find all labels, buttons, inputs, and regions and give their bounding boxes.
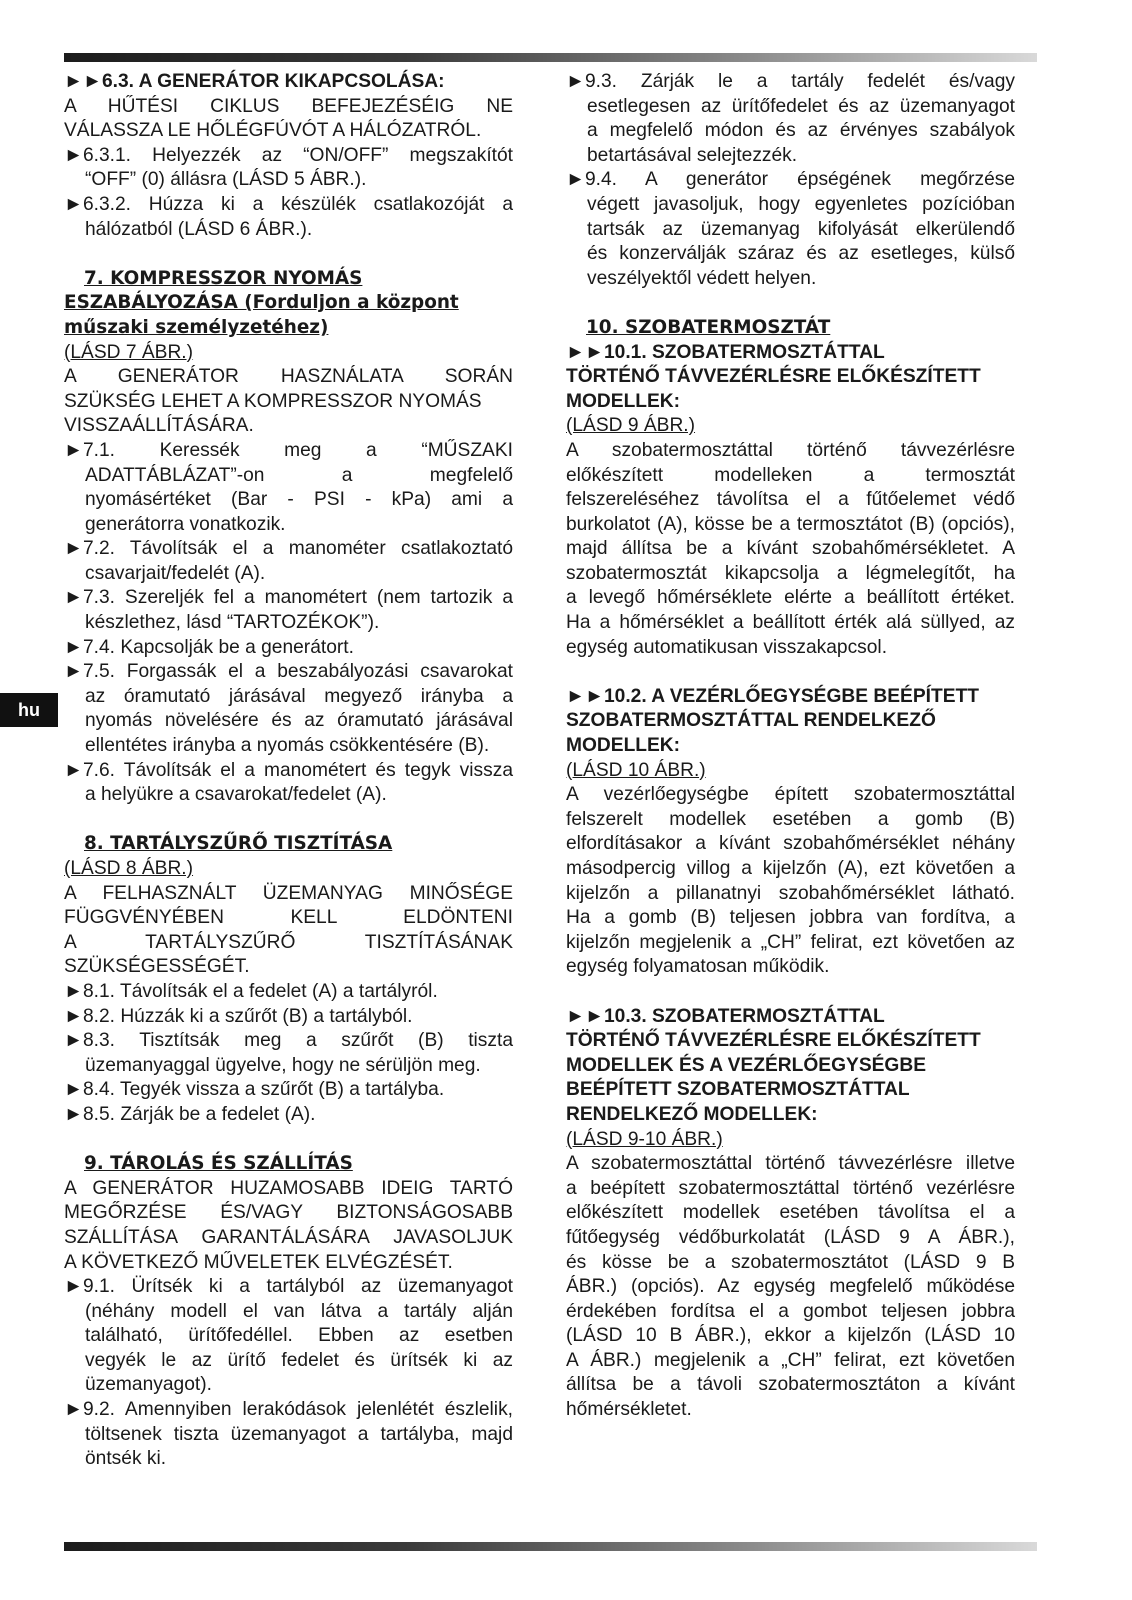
right-column (566, 70, 1015, 1423)
text-line: A HŰTÉSI CIKLUS BEFEJEZÉSÉIG NE (64, 95, 513, 117)
section-heading: 8. TARTÁLYSZŰRŐ TISZTÍTÁSA (84, 833, 393, 855)
text-line: burkolatot (A), kösse be a termosztátot (B) (opciós), (566, 513, 1015, 535)
text-line: ÁBR.) (opciós). Az egység megfelelő működése (566, 1276, 1015, 1298)
subsection-heading: MODELLEK: (566, 390, 681, 412)
text-line: kijelzőn megjelenik a „CH” felirat, ezt követően az (566, 931, 1015, 953)
subsection-heading: SZOBATERMOSZTÁTTAL RENDELKEZŐ (566, 710, 936, 732)
text-line: VÁLASSZA LE HŐLÉGFÚVÓT A HÁLÓZATRÓL. (64, 120, 482, 142)
subsection-heading: ►►6.3. A GENERÁTOR KIKAPCSOLÁSA: (64, 71, 445, 92)
spacer (64, 242, 513, 267)
text-line: Ha a hőmérséklet a beállított érték alá süllyed, az (566, 612, 1015, 634)
subsection-heading: TÖRTÉNŐ TÁVVEZÉRLÉSRE ELŐKÉSZÍTETT (566, 1030, 981, 1052)
subsection-heading: BEÉPÍTETT SZOBATERMOSZTÁTTAL (566, 1079, 910, 1101)
left-column (64, 70, 513, 1472)
figure-reference: (LÁSD 9-10 ÁBR.) (566, 1128, 723, 1150)
spacer (64, 1128, 513, 1153)
text-line: elfordításakor a kívánt szobahőmérséklet néhány (566, 833, 1015, 855)
text-line: ►8.2. Húzzák ki a szűrőt (B) a tartályból. (64, 1005, 413, 1027)
text-line: ►7.2. Távolítsák el a manométer csatlakoztató (64, 538, 513, 560)
text-line: ►7.5. Forgassák el a beszabályozási csavarokat (64, 661, 513, 683)
text-line: ►7.4. Kapcsolják be a generátort. (64, 636, 354, 658)
text-line: esetlegesen az ürítőfedelet és az üzemanyagot (587, 95, 1015, 117)
text-line: ►7.1. Keressék meg a “MŰSZAKI (64, 439, 513, 461)
text-line: tartsák az üzemanyag kifolyását elkerülendő (587, 218, 1015, 240)
text-line: A szobatermosztáttal történő távvezérlésre (566, 439, 1015, 461)
text-line: Ha a gomb (B) teljesen jobbra van fordítva, a (566, 907, 1015, 929)
text-line: szobatermosztát kikapcsolja a légmelegítőt, ha (566, 562, 1015, 584)
text-line: (néhány modell el van látva a tartály alján (85, 1300, 513, 1322)
figure-reference: (LÁSD 7 ÁBR.) (64, 341, 194, 363)
subsection-heading: RENDELKEZŐ MODELLEK: (566, 1103, 818, 1125)
text-line: található, ürítőfedéllel. Ebben az esetben (85, 1325, 513, 1347)
text-line: és kösse be a szobatermosztátot (LÁSD 9 B (566, 1251, 1015, 1273)
text-line: a megfelelő módon és az érvényes szabályok (587, 120, 1015, 142)
text-line: öntsék ki. (85, 1448, 167, 1470)
text-line: nyomásértéket (Bar - PSI - kPa) ami a (85, 489, 513, 511)
text-line: MEGŐRZÉSE ÉS/VAGY BIZTONSÁGOSABB (64, 1202, 513, 1224)
text-line: az óramutató járásával megyező irányba a (85, 685, 513, 707)
top-rule (64, 53, 1037, 62)
text-line: felszereléséhez távolítsa el a fűtőelemet védő (566, 489, 1015, 511)
figure-reference: (LÁSD 8 ÁBR.) (64, 858, 194, 879)
text-line: a levegő hőmérséklete elérte a beállított értéket. (566, 587, 1015, 609)
text-line: SZÁLLÍTÁSA GARANTÁLÁSÁRA JAVASOLJUK (64, 1226, 513, 1248)
text-line: hálózatból (LÁSD 6 ÁBR.). (85, 218, 313, 240)
text-line: készlethez, lásd “TARTOZÉKOK”). (85, 612, 380, 634)
text-line: és konzerválják száraz és az esetleges, külső (587, 243, 1015, 265)
text-line: majd állítsa be a kívánt szobahőmérsékletet. A (566, 538, 1015, 560)
text-line: ►8.3. Tisztítsák meg a szűrőt (B) tiszta (64, 1030, 513, 1052)
spacer (566, 980, 1015, 1005)
figure-reference: (LÁSD 10 ÁBR.) (566, 759, 706, 781)
text-line: SZÜKSÉG LEHET A KOMPRESSZOR NYOMÁS (64, 390, 482, 412)
text-line: előkészített modellek esetében távolítsa el a (566, 1202, 1015, 1224)
text-line: előkészített modelleken a termosztát (566, 464, 1015, 486)
subsection-heading: ►►10.2. A VEZÉRLŐEGYSÉGBE BEÉPÍTETT (566, 685, 979, 707)
subsection-heading: MODELLEK: (566, 735, 681, 757)
text-line: (LÁSD 10 B ÁBR.), ekkor a kijelzőn (LÁSD 10 (566, 1325, 1015, 1347)
text-line: A FELHASZNÁLT ÜZEMANYAG MINŐSÉGE (64, 882, 513, 904)
text-line: a helyükre a csavarokat/fedelet (A). (85, 784, 387, 806)
text-line: egység automatikusan visszakapcsol. (566, 636, 888, 658)
text-line: generátorra vonatkozik. (85, 513, 286, 535)
text-line: A KÖVETKEZŐ MŰVELETEK ELVÉGZÉSÉT. (64, 1251, 453, 1273)
text-line: A ÁBR.) megjelenik a „CH” felirat, ezt követően (566, 1349, 1015, 1371)
text-line: hőmérsékletet. (566, 1399, 692, 1421)
text-line: ►9.1. Ürítsék ki a tartályból az üzemanyagot (64, 1276, 513, 1298)
bottom-rule (64, 1542, 1037, 1551)
section-heading: ESZABÁLYOZÁSA (Forduljon a központ (64, 292, 459, 314)
text-line: A GENERÁTOR HASZNÁLATA SORÁN (64, 366, 513, 388)
subsection-heading: ►►10.3. SZOBATERMOSZTÁTTAL (566, 1005, 885, 1027)
text-line: A vezérlőegységbe épített szobatermosztáttal (566, 784, 1015, 806)
text-line: VISSZAÁLLÍTÁSÁRA. (64, 415, 254, 437)
text-line: ►7.6. Távolítsák el a manométert és tegyk vissza (64, 759, 513, 781)
text-line: másodpercig villog a kijelzőn (A), ezt követően a (566, 858, 1015, 879)
text-line: állítsa be a távoli szobatermosztáton a kívánt (566, 1374, 1015, 1396)
section-heading: műszaki személyzetéhez) (64, 316, 329, 338)
text-line: nyomás növelésére és az óramutató járásával (85, 710, 513, 732)
text-line: üzemanyagot). (85, 1374, 212, 1396)
section-heading: 9. TÁROLÁS ÉS SZÁLLÍTÁS (84, 1153, 353, 1175)
text-line: felszerelt modellek esetében a gomb (B) (566, 808, 1015, 830)
text-line: veszélyektől védett helyen. (587, 267, 817, 289)
text-line: érdekében fordítsa el a gombot teljesen jobbra (566, 1300, 1015, 1322)
spacer (64, 808, 513, 833)
text-line: “OFF” (0) állásra (LÁSD 5 ÁBR.). (85, 169, 367, 191)
text-line: ►8.5. Zárják be a fedelet (A). (64, 1103, 316, 1125)
subsection-heading: MODELLEK ÉS A VEZÉRLŐEGYSÉGBE (566, 1054, 926, 1076)
text-line: ►6.3.2. Húzza ki a készülék csatlakozóját a (64, 193, 513, 215)
text-line: betartásával selejtezzék. (587, 144, 798, 166)
text-line: töltsenek tiszta üzemanyagot a tartályba, majd (85, 1423, 513, 1445)
language-tab: hu (0, 693, 58, 727)
text-line: ►9.2. Amennyiben lerakódások jelenlétét észlelik, (64, 1399, 513, 1421)
text-line: végett javasoljuk, hogy egyenletes pozícióban (587, 193, 1015, 215)
text-line: ►9.4. A generátor épségének megőrzése (566, 169, 1015, 191)
figure-reference: (LÁSD 9 ÁBR.) (566, 415, 696, 437)
text-line: FÜGGVÉNYÉBEN KELL ELDÖNTENI (64, 907, 513, 929)
text-line: üzemanyaggal ügyelve, hogy ne sérüljön meg. (85, 1054, 481, 1076)
text-line: kijelzőn a pillanatnyi szobahőmérséklet látható. (566, 882, 1015, 904)
text-line: egység folyamatosan működik. (566, 956, 830, 978)
text-line: ►7.3. Szereljék fel a manométert (nem tartozik a (64, 587, 513, 609)
text-line: csavarjait/fedelét (A). (85, 562, 266, 584)
text-line: fűtőegység védőburkolatát (LÁSD 9 A ÁBR.), (566, 1226, 1015, 1248)
subsection-heading: ►►10.1. SZOBATERMOSZTÁTTAL (566, 341, 885, 363)
text-line: ►9.3. Zárják le a tartály fedelét és/vagy (566, 71, 1015, 92)
text-line: A TARTÁLYSZŰRŐ TISZTÍTÁSÁNAK (64, 931, 513, 953)
spacer (566, 291, 1015, 316)
subsection-heading: TÖRTÉNŐ TÁVVEZÉRLÉSRE ELŐKÉSZÍTETT (566, 366, 981, 388)
text-line: vegyék le az ürítő fedelet és ürítsék ki az (85, 1349, 513, 1371)
text-line: ADATTÁBLÁZAT”-on a megfelelő (85, 464, 513, 486)
section-heading: 10. SZOBATERMOSZTÁT (586, 316, 831, 338)
text-line: A GENERÁTOR HUZAMOSABB IDEIG TARTÓ (64, 1177, 513, 1199)
text-line: ►6.3.1. Helyezzék az “ON/OFF” megszakítót (64, 144, 513, 166)
text-line: ►8.4. Tegyék vissza a szűrőt (B) a tartályba. (64, 1079, 445, 1101)
text-line: a beépített szobatermosztáttal történő vezérlésre (566, 1177, 1015, 1199)
spacer (566, 660, 1015, 685)
text-line: SZÜKSÉGESSÉGÉT. (64, 956, 250, 978)
text-line: ellentétes irányba a nyomás csökkentésére (B). (85, 735, 490, 757)
text-line: ►8.1. Távolítsák el a fedelet (A) a tartályról. (64, 980, 438, 1002)
text-line: A szobatermosztáttal történő távvezérlésre illetve (566, 1153, 1015, 1175)
section-heading: 7. KOMPRESSZOR NYOMÁS (84, 267, 363, 289)
